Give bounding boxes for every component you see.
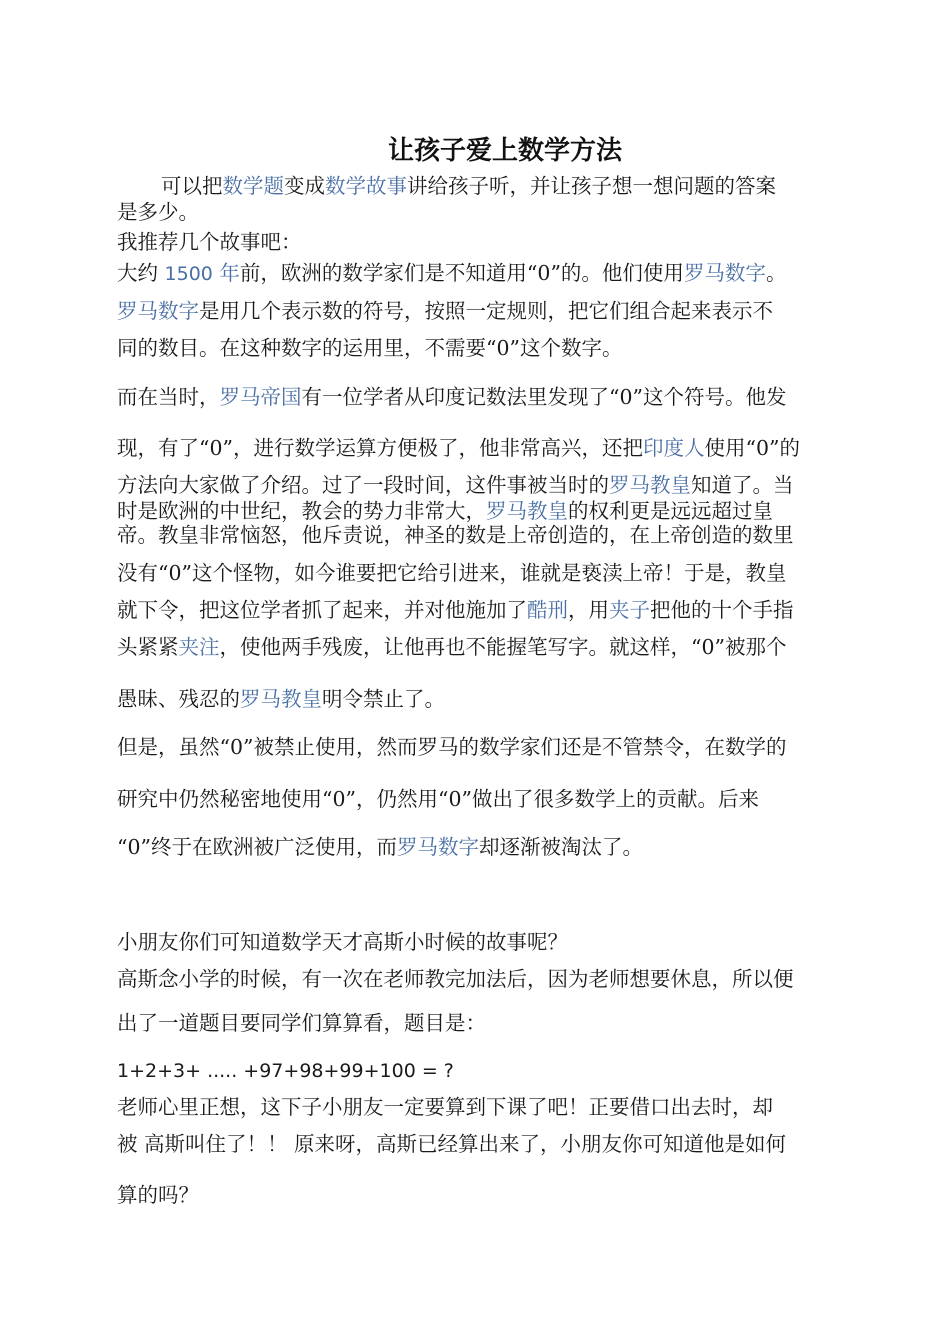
text-span: ，用 [568, 598, 609, 622]
text-span: 知道了。当 [691, 473, 794, 497]
text-span: 讲给孩子听，并让孩子想一想问题的答案 [407, 174, 776, 198]
keyword-link[interactable]: 罗马数字 [397, 835, 480, 859]
text-span: 现，有了“0”，进行数学运算方便极了，他非常高兴，还把 [117, 436, 644, 460]
text-line [117, 965, 837, 993]
text-span: ，使他两手残废，让他再也不能握笔写字。就这样，“0”被那个 [219, 635, 787, 659]
text-span: 被 高斯叫住了！！ 原来呀，高斯已经算出来了，小朋友你可知道他是如何 [117, 1132, 787, 1156]
keyword-link[interactable]: 罗马数字 [683, 261, 766, 285]
text-span: 帝。教皇非常恼怒，他斥责说，神圣的数是上帝创造的，在上帝创造的数里 [117, 523, 794, 547]
keyword-link[interactable]: 数学故事 [325, 174, 407, 198]
text-span: 是用几个表示数的符号，按照一定规则，把它们组合起来表示不 [199, 299, 773, 323]
text-span: “0”终于在欧洲被广泛使用，而 [117, 835, 398, 859]
text-span: 的权利更是远远超过皇 [568, 499, 773, 523]
text-line [117, 596, 837, 624]
text-line [117, 198, 837, 226]
text-span: 高斯念小学的时候，有一次在老师教完加法后，因为老师想要休息，所以便 [117, 967, 794, 991]
text-span: 使用“0”的 [704, 436, 801, 460]
text-span: 。 [765, 261, 787, 285]
text-line [117, 1056, 837, 1085]
keyword-link[interactable]: 罗马教皇 [240, 687, 322, 711]
keyword-link[interactable]: 夹注 [178, 635, 220, 659]
text-line [161, 172, 881, 200]
text-span: 变成 [284, 174, 325, 198]
text-line [117, 334, 837, 362]
text-span: 愚昧、残忍的 [117, 687, 240, 711]
text-line [117, 1009, 837, 1037]
keyword-link[interactable]: 印度人 [643, 436, 705, 460]
text-line [117, 297, 837, 325]
text-line [117, 383, 837, 411]
text-line [117, 228, 837, 256]
text-span: 但是，虽然“0”被禁止使用，然而罗马的数学家们还是不管禁令，在数学的 [117, 735, 787, 759]
keyword-link[interactable]: 罗马教皇 [609, 473, 691, 497]
text-line [117, 685, 837, 713]
text-span: 就下令，把这位学者抓了起来，并对他施加了 [117, 598, 527, 622]
keyword-link[interactable]: 罗马教皇 [486, 499, 568, 523]
keyword-link[interactable]: 年 [212, 261, 240, 285]
text-span: 时是欧洲的中世纪，教会的势力非常大， [117, 499, 486, 523]
text-span: 却逐渐被淘汰了。 [479, 835, 644, 859]
document-title: 让孩子爱上数学方法 [387, 136, 622, 166]
text-span: 方法向大家做了介绍。过了一段时间，这件事被当时的 [117, 473, 609, 497]
text-span: 小朋友你们可知道数学天才高斯小时候的故事呢？ [117, 930, 568, 954]
text-span: 算的吗？ [117, 1183, 199, 1207]
text-span: 而在当时， [117, 385, 220, 409]
text-line [117, 1130, 837, 1158]
text-span: 1+2+3+ ..... +97+98+99+100 = ? [117, 1060, 454, 1082]
text-span: 大约 [117, 261, 165, 285]
keyword-link[interactable]: 1500 [164, 263, 213, 285]
text-line [117, 434, 837, 462]
text-span: 出了一道题目要同学们算算看，题目是： [117, 1011, 486, 1035]
text-span: 没有“0”这个怪物，如今谁要把它给引进来，谁就是亵渎上帝！于是，教皇 [117, 561, 787, 585]
text-span: 明令禁止了。 [322, 687, 445, 711]
keyword-link[interactable]: 数学题 [222, 174, 284, 198]
text-line [117, 259, 837, 288]
text-span: 同的数目。在这种数字的运用里，不需要“0”这个数字。 [117, 336, 623, 360]
text-line [117, 1093, 837, 1121]
text-line [117, 785, 837, 813]
text-span: 有一位学者从印度记数法里发现了“0”这个符号。他发 [301, 385, 787, 409]
keyword-link[interactable]: 罗马帝国 [219, 385, 302, 409]
text-span: 研究中仍然秘密地使用“0”，仍然用“0”做出了很多数学上的贡献。后来 [117, 787, 760, 811]
text-line [117, 521, 837, 549]
text-span: 前，欧洲的数学家们是不知道用“0”的。他们使用 [239, 261, 684, 285]
keyword-link[interactable]: 夹子 [609, 598, 650, 622]
text-line [117, 1181, 837, 1209]
text-line [117, 928, 837, 956]
text-line [117, 633, 837, 661]
text-span: 头紧紧 [117, 635, 179, 659]
text-line [117, 833, 837, 861]
text-span: 我推荐几个故事吧： [117, 230, 302, 254]
text-span: 是多少。 [117, 200, 199, 224]
keyword-link[interactable]: 酷刑 [527, 598, 568, 622]
keyword-link[interactable]: 罗马数字 [117, 299, 199, 323]
text-line [117, 733, 837, 761]
text-span: 可以把 [161, 174, 223, 198]
text-span: 老师心里正想，这下子小朋友一定要算到下课了吧！正要借口出去时，却 [117, 1095, 773, 1119]
text-span: 把他的十个手指 [650, 598, 794, 622]
text-line [117, 559, 837, 587]
text-line [117, 471, 837, 499]
